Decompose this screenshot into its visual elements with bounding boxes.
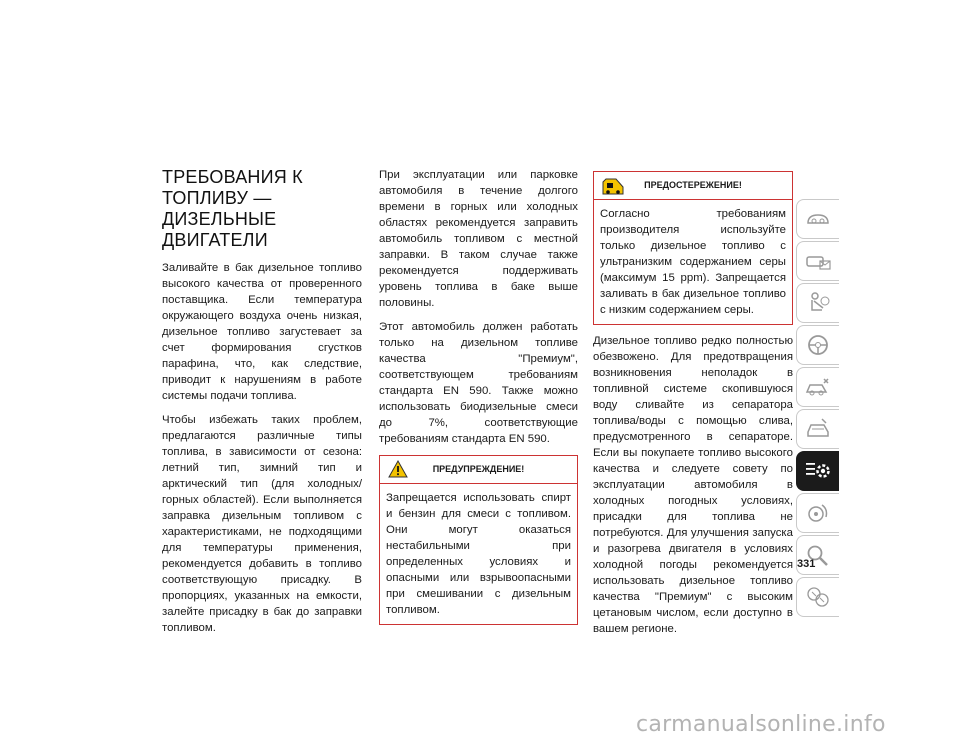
gear-list-icon [804,459,832,483]
car-dashboard-icon [804,207,832,231]
paragraph: Чтобы избежать таких проблем, предлагаются различные типы топлива, в зависимости от сезона: летний тип, зимний тип и арктический тип (для холодных/горных областей). Если выполняется заправка дизельным топливом с характеристиками, не подходящими для температуры применения, рекомендуется добавить в топливо соответствующую присадку. В пропорциях, указанных на емкости, залейте присадку в бак до заправки топливом. [162,414,362,634]
left-column [162,167,362,644]
title-line-1: ТРЕБОВАНИЯ К [162,167,303,187]
tab-driving[interactable] [796,325,839,365]
caution-title: ПРЕДОСТЕРЕЖЕНИЕ! [644,180,742,190]
title-line-3: ДВИГАТЕЛИ [162,230,268,250]
tab-safety[interactable] [796,283,839,323]
caution-text: Согласно требованиям производителя используйте только дизельное топливо с ультранизким содержанием серы (максимум 15 ppm). Запрещается заливать в бак дизельное топливо с низким содержанием серы. [600,208,786,316]
warning-header [380,456,577,484]
car-service-icon [804,417,832,441]
paragraph: При эксплуатации или парковке автомобиля в течение долгого времени в горных или холодных областях рекомендуется заправить автомобиль топливом с местной заправки. В таком случае также рекомендуется поддерживать уровень топлива в баке выше половины. [379,169,578,309]
language-icon [804,585,832,609]
page-number: 331 [797,558,816,570]
middle-column [379,167,578,625]
section-title [162,167,362,251]
car-info-icon [804,249,832,273]
watermark: carmanualsonline.info [636,712,886,737]
caution-car-icon [602,176,624,207]
warning-title: ПРЕДУПРЕЖДЕНИЕ! [432,464,525,474]
tab-car-info[interactable] [796,241,839,281]
tab-technical-specs[interactable] [796,451,839,491]
tab-multimedia[interactable] [796,493,839,533]
car-crash-icon [804,375,832,399]
steering-wheel-icon [804,333,832,357]
paragraph: Этот автомобиль должен работать только на дизельном топливе качества "Премиум", соответствующем требованиям стандарта EN 590. Также можно использовать биодизельные смеси до 7%, соответствующие требованиям стандарта EN 590. [379,321,578,445]
paragraph: Заливайте в бак дизельное топливо высокого качества от проверенного поставщика. Если температура окружающего воздуха очень низкая, дизельное топливо загустевает за счет формирования сгустков парафина, что, как следствие, приводит к нарушениям в работе системы подачи топлива. [162,262,362,402]
title-line-2: ТОПЛИВУ — ДИЗЕЛЬНЫЕ [162,188,277,229]
paragraph: Дизельное топливо редко полностью обезвожено. Для предотвращения возникновения неполадок в топливной системе скопившуюся воду сливайте из сепаратора топлива/воды с помощью слива, предусмотренного в сепараторе. Если вы покупаете топливо высокого качества и следуете совету по эксплуатации автомобиля в холодных погодных условиях, присадки для топлива не потребуются. Для улучшения запуска и разогрева двигателя в условиях холодной погоды рекомендуется использовать дизельное топливо качества "Премиум" с высоким цетановым числом, если доступно в вашем регионе. [593,335,793,635]
seat-safety-icon [804,291,832,315]
chapter-tabs [796,199,840,619]
tab-service[interactable] [796,409,839,449]
caution-box [593,171,793,325]
warning-triangle-icon [388,460,408,489]
right-column [593,171,793,645]
warning-box [379,455,578,625]
warning-text: Запрещается использовать спирт и бензин для смеси с топливом. Они могут оказаться нестабильными при определенных условиях и опасными или взрывоопасными при смешивании с дизельным топливом. [386,492,571,616]
caution-header [594,172,792,200]
tab-dashboard[interactable] [796,199,839,239]
multimedia-icon [804,501,832,525]
tab-emergency[interactable] [796,367,839,407]
tab-languages[interactable] [796,577,839,617]
